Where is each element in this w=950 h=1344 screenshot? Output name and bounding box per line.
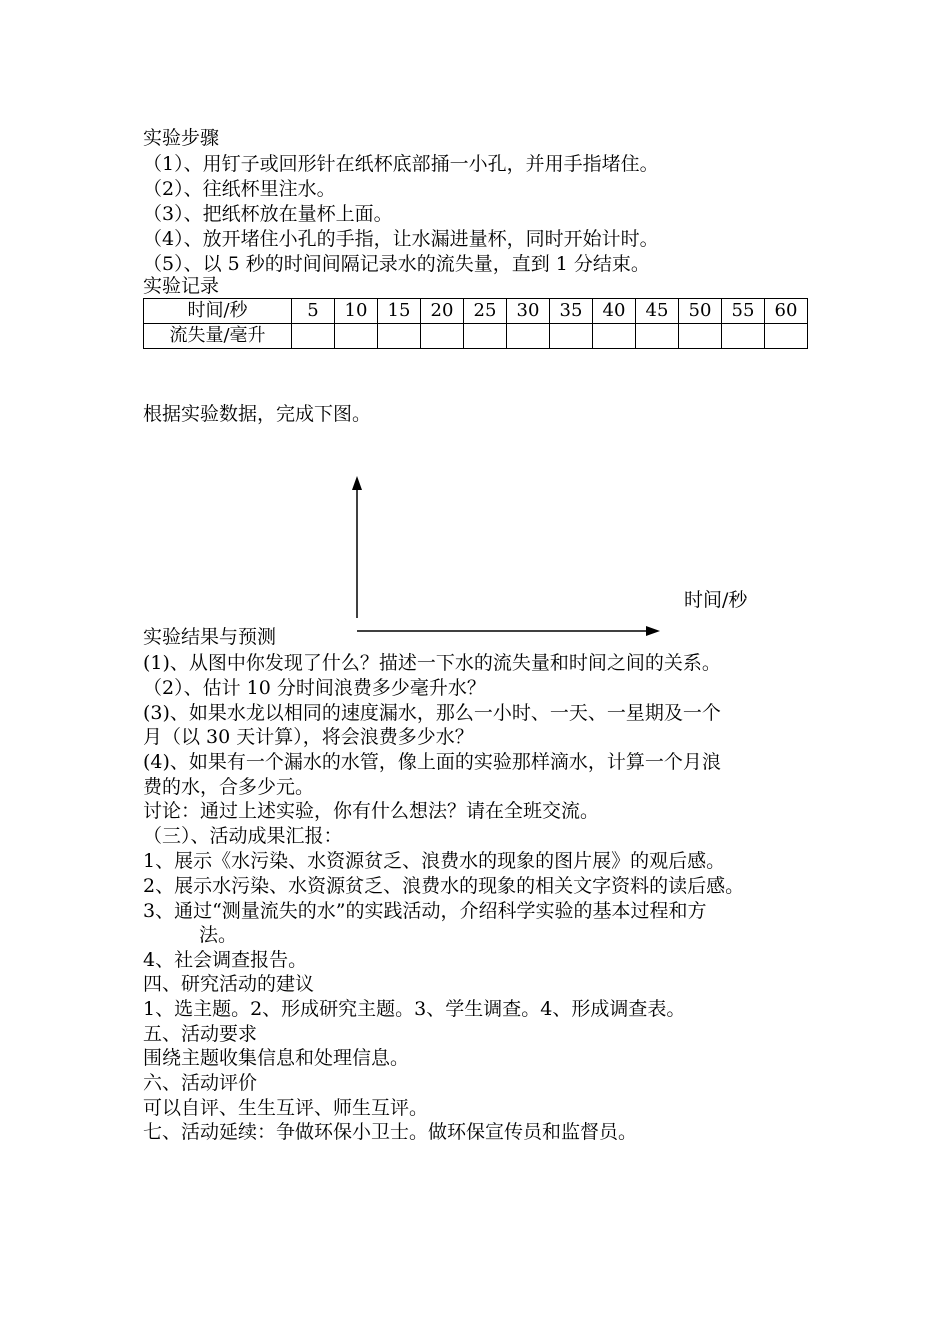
section-heading: 五、活动要求 xyxy=(143,1023,258,1045)
report-item: 3、通过“测量流失的水”的实践活动，介绍科学实验的基本过程和方 xyxy=(143,900,707,922)
steps-heading: 实验步骤 xyxy=(143,127,220,149)
section-heading: 六、活动评价 xyxy=(143,1072,258,1094)
step-item: （5）、以 5 秒的时间间隔记录水的流失量，直到 1 分结束。 xyxy=(143,253,650,275)
result-item: （2）、估计 10 分时间浪费多少毫升水？ xyxy=(143,677,486,699)
report-item: 1、展示《水污染、水资源贫乏、浪费水的现象的图片展》的观后感。 xyxy=(143,850,726,872)
step-item: （4）、放开堵住小孔的手指，让水漏进量杯，同时开始计时。 xyxy=(143,228,659,250)
x-axis-arrow-icon xyxy=(646,626,660,636)
result-item: (4)、如果有一个漏水的水管，像上面的实验那样滴水，计算一个月浪 xyxy=(143,751,721,773)
time-cell: 30 xyxy=(507,299,550,324)
results-heading: 实验结果与预测 xyxy=(143,626,277,648)
paragraph: 1、选主题。2、形成研究主题。3、学生调查。4、形成调查表。 xyxy=(143,998,686,1020)
report-item: 4、社会调查报告。 xyxy=(143,949,308,971)
time-cell: 20 xyxy=(421,299,464,324)
chart-instruction: 根据实验数据，完成下图。 xyxy=(143,403,372,425)
discussion: 讨论：通过上述实验，你有什么想法？请在全班交流。 xyxy=(143,800,600,822)
time-cell: 50 xyxy=(679,299,722,324)
report-item: 2、展示水污染、水资源贫乏、浪费水的现象的相关文字资料的读后感。 xyxy=(143,875,745,897)
step-item: （3）、把纸杯放在量杯上面。 xyxy=(143,203,393,225)
result-item: (1)、从图中你发现了什么？描述一下水的流失量和时间之间的关系。 xyxy=(143,652,721,674)
section-heading: 七、活动延续：争做环保小卫士。做环保宣传员和监督员。 xyxy=(143,1121,638,1143)
result-item: 月（以 30 天计算），将会浪费多少水？ xyxy=(143,726,474,748)
paragraph: 可以自评、生生互评、师生互评。 xyxy=(143,1097,429,1119)
time-cell: 5 xyxy=(292,299,335,324)
time-cell: 45 xyxy=(636,299,679,324)
time-cell: 60 xyxy=(765,299,808,324)
step-item: （1）、用钉子或回形针在纸杯底部捅一小孔，并用手指堵住。 xyxy=(143,153,659,175)
report-item-continued: 法。 xyxy=(199,924,238,946)
record-heading: 实验记录 xyxy=(143,275,220,297)
y-axis-arrow-icon xyxy=(352,476,362,490)
amount-header: 流失量/毫升 xyxy=(144,324,292,349)
time-header: 时间/秒 xyxy=(144,299,292,324)
step-item: （2）、往纸杯里注水。 xyxy=(143,178,336,200)
time-cell: 15 xyxy=(378,299,421,324)
result-item: (3)、如果水龙以相同的速度漏水，那么一小时、一天、一星期及一个 xyxy=(143,702,721,724)
time-cell: 55 xyxy=(722,299,765,324)
paragraph: 围绕主题收集信息和处理信息。 xyxy=(143,1047,410,1069)
x-axis-label: 时间/秒 xyxy=(684,589,748,611)
time-cell: 10 xyxy=(335,299,378,324)
result-item: 费的水，合多少元。 xyxy=(143,776,315,798)
time-cell: 35 xyxy=(550,299,593,324)
section-heading: 四、研究活动的建议 xyxy=(143,973,315,995)
section-heading: （三）、活动成果汇报： xyxy=(143,825,343,847)
time-cell: 25 xyxy=(464,299,507,324)
time-cell: 40 xyxy=(593,299,636,324)
